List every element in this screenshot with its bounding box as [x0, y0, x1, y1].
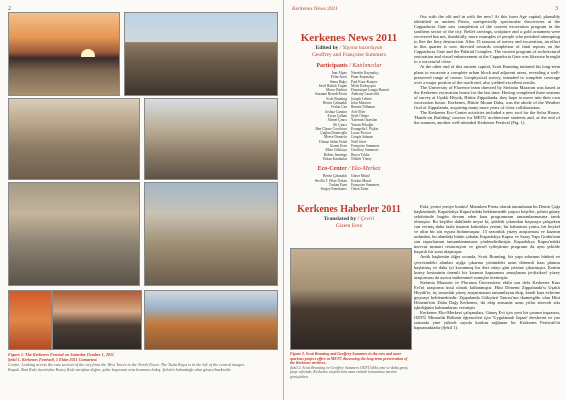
- english-body-text: [414, 14, 560, 125]
- sun-shape: [81, 49, 95, 57]
- turkish-title-block: [288, 204, 410, 229]
- eco-member-name-left: Turhan Eşen: [328, 182, 347, 187]
- participant-name-right: Burcu Yıldız: [351, 152, 370, 157]
- participant-name-left: İnar Alpay: [331, 71, 347, 75]
- figure2-caption-en: Figure 2. Scott Branting and Geoffrey Summers in the new and more spacious project office at METU discussing the long-term preservation of the Kerkenes archives.: [290, 352, 408, 366]
- turkish-body-text: [414, 204, 560, 330]
- participant-name-left: Susanne Berndt-Ersöz: [314, 92, 347, 97]
- eco-member-name-left: Sergey Emelianov: [320, 187, 347, 192]
- workshop-photo-1: [8, 182, 140, 286]
- participant-name-left: Marco Barbini: [325, 88, 347, 93]
- participant-name-right: Melis Kırkıçopra: [351, 83, 376, 88]
- festival-group-photo: [52, 290, 142, 350]
- participant-name-right: Dominique Langis-Barrett: [351, 88, 390, 93]
- participant-name-right: Joseph Lehner: [351, 96, 372, 101]
- english-paragraph: Out with the old and in with the new! At this from Age capital, plausibly identified as ancient Pteria, unexpectedly spectacular discoveries at the Cappadocia Gate saw completion of the current excavation program in the southern sector of the city. Relief carvings, sculpture and a gold ornament were recovered but not, thankfully, more examples of people who perished attempting to flee the fiery destruction. After 15 seasons of survey and excavation, an effort in this quarter is now directed towards completion of final reports on the Cappadocia Gate and the Palatial Complex. The current program of architectural restoration and visual enhancement at the Cappadocia Gate was likewise brought to a successful close.: [414, 14, 560, 65]
- eco-member-name-right: Korkut Mutaf: [351, 178, 371, 183]
- participant-name-left: Sevil Baltalı Tırpan: [318, 83, 347, 88]
- page-number-right: 3: [555, 6, 558, 12]
- participant-name-right: John Marston: [351, 101, 371, 106]
- credits-block: [288, 32, 410, 191]
- participant-name-left: Ercan Çalhan: [327, 113, 347, 118]
- participant-name-right: Paul Kurz-Karpov: [351, 79, 378, 84]
- turkish-paragraph: Eski, yerini yeniye bıraktı! Mantıken Pteria olarak tanımlanan bu Demir Çağı başkentinde, Kapadokya Kapısı'ndaki beklenmedik çarpıcı keşifler, şehrin güney sektöründe bugün devam eden kazı programının tamamlanmasına tanık olmuştur. Bu keşifler dahilinde neyse ki, şiddetli yıkımdan kaçmaya çalışırken can vermiş daha fazla insanın kalıntıları yerine, bir kabartma yontu, bir heykel ve altın bir süs eşyası bulunmuştur. 15 sezonluk yüzey araştırması ve kazının ardından, bu alandaki bütün çabalar Kapadokya Kapısı ve Saray Yapı Grubu'nun son raporlarının tamamlanmasına yönlendirilmiştir. Kapadokya Kapısı'ndaki mevcut mimari restorasyon ve görsel iyileştirme programı da aynı şekilde başarılı bir sona ulaşmıştır.: [414, 204, 560, 255]
- translated-by-label-tr: / Çeviri: [357, 216, 375, 222]
- sunset-photo: [8, 12, 120, 96]
- workshop-photo-2: [144, 182, 278, 286]
- edited-by-label: Edited by: [315, 45, 339, 51]
- translated-by-line: [288, 216, 410, 222]
- figure1-caption-en: The Kerkenes Festival on Saturday October 1, 2011: [25, 352, 114, 357]
- participant-name-left: Meto Gökkaya: [325, 148, 347, 153]
- participant-name-left: Ferhat Can: [331, 105, 347, 110]
- english-paragraph: The University of Florence team directed by Stefania Mazzoni was based at the Kerkenes excavation house for the last time. Having completed three seasons of survey at Uşaklı Höyük, Hittite Zippalanda, they hope to move into their own excavation house. Kerkenes, Hittite Mount Daha, was the abode of the Weather God of Zippalanda, acquiring many more years of close collaboration.: [414, 84, 560, 110]
- festival-detail-photo-1: [8, 290, 52, 350]
- participant-name-left: Polin Ayter: [330, 75, 347, 80]
- page-number-left: 2: [8, 6, 11, 12]
- participant-name-right: Geoffrey Summers: [351, 148, 379, 153]
- turkish-paragraph: Kerkenes Eko-Merkezi çalışmaları, Güneş Evi için yeni bir çatının inşaasını, ODTÜ Mimarlık Bölümü öğrencileri için 'Uygulamalı İnşaat' derslerini ve yaz sonunda yine yüksek sayıda katılım sağlanan bir Kerkenes Festivali'ni kapsamaktadır (Şekil 1).: [414, 309, 560, 331]
- left-page-caption: [8, 352, 276, 372]
- participant-name-right: Nurettin Kaymakçı: [351, 71, 379, 75]
- participant-name-left: Erkan Karabulut: [323, 156, 347, 161]
- figure2-caption-tr: Şekil 2. Scott Branting ve Geoffrey Summers ODTÜ'deki yeni ve daha geniş proje ofisinde, Kerkenes arşivlerinin uzun vadede korunması üzerine görüşürken.: [290, 365, 408, 379]
- article-title: Kerkenes News 2011: [300, 32, 398, 44]
- figure1-label: Figure 1.: [8, 352, 25, 357]
- figure2-caption: [290, 352, 410, 380]
- participant-name-right: Yasemin Özarslan: [351, 118, 378, 123]
- cover-caption-tr: Kapak. Batı Kule üzerinden Kuzey Kule tarafına doğru, şehir kapısının orta kısmının bakış. Şehirin bulunduğu alan gösterilmektedir.: [8, 367, 232, 372]
- participant-name-right: Yasam Pekoğlu: [351, 122, 374, 127]
- eco-center-list: [288, 174, 410, 191]
- participant-name-left: Yılmaz Selim Erdal: [318, 139, 347, 144]
- eco-heading: [288, 166, 410, 172]
- turkish-paragraph: Stefania Mazzoni ve Floransa Üniversitesi ekibi son defa Kerkenes Kazı Evi'ni araştırma üssü olarak kullanmıştır. Hitit Dönemi Zippalanda'sı Uşaklı Höyük'te, üç sezonluk yüzey araştırmasını tamamlayan ekip, kendi kazı evlerine geçmeyi beklemektedir. Zippalanda Gökyüzü Tanrısı'nın ikametgâhı olan Hitit Dönemi'nin Daha Dağı Kerkenes, iki ekip arasında uzun yıllar sürecek sıkı işbirliğinin kalmanlarını vermiştir.: [414, 279, 560, 310]
- participant-name-left: Merve Demiröz: [324, 135, 347, 140]
- participant-name-right: Anthony Lauricella: [351, 92, 380, 97]
- edited-by-label-tr: / Yayına hazırlayan: [339, 45, 383, 51]
- group-photo: [124, 12, 278, 96]
- turkish-article-title: Kerkenes Haberler 2011: [297, 204, 401, 215]
- participant-name-right: Lucas Proctor: [351, 131, 372, 136]
- participants-heading: [288, 63, 410, 69]
- participants-list: [288, 71, 410, 161]
- right-page: [284, 0, 566, 400]
- participant-name-left: Gizem Eren: [329, 144, 347, 149]
- translator-name: Gizem Eren: [335, 223, 363, 229]
- participant-name-right: Nilüfer Yöney: [351, 156, 372, 161]
- festival-crowd-photo: [8, 98, 140, 180]
- participant-name-left: Sema Bağcı: [329, 79, 347, 84]
- english-paragraph: The Kerkenes Eco-Center activities included a new roof for the Solar House, 'Hands-on Building' courses for METU architecture students and, at the end of the summer, another well-attended Kerkenes Festival (Fig. 1).: [414, 109, 560, 125]
- festival-cars-photo: [144, 98, 278, 180]
- eco-heading-en: Eco-Center: [317, 166, 347, 173]
- participant-name-left: Robert Jennings: [323, 152, 347, 157]
- eco-heading-tr: / Eko-Merkez: [348, 166, 381, 173]
- participant-name-left: Çağlan Demiroğlu: [320, 131, 347, 136]
- translated-by-label: Translated by: [323, 216, 357, 222]
- participant-name-right: Cengiz Salman: [351, 135, 373, 140]
- participant-name-right: Pınar Kaymakçı: [351, 75, 375, 80]
- festival-detail-photo-2: [144, 290, 278, 350]
- cover-caption-en: Centre. Looking across the east section of the city from the West Tower to the North Tower. The Tuzlu Kaya is in the left of the central images.: [8, 362, 246, 367]
- edited-by-line: [288, 45, 410, 51]
- turkish-paragraph: Antik başkentin diğer ucunda, Scott Branting, bir yapı adasının bütünü ve çevresindeki alanları açığa çıkarma yönündeki uzun dönemli kazı planını başlatmış ve daha iyi korunmuş bir dizi odayı gün yüzüne çıkarmıştır. Kentin kuzey kesiminin önemli bir kısmını kapsaması amaçlanan jeofiziksel yüzey araştırması da ayrıca mükemmel sonuçlar üretmiştir.: [414, 254, 560, 280]
- participant-name-right: Şeyil Olmez: [351, 113, 369, 118]
- participant-name-left: Ali Çınıcı: [332, 122, 347, 127]
- participant-name-right: Françoise Summers: [351, 144, 380, 149]
- english-paragraph: At the other end of this ancient capital, Scott Branting initiated his long-term plans to excavate a complete urban block and adjacent areas, revealing a well-preserved range of rooms. Geophysical survey, intended to complete coverage over a major portion of the north end, also yielded excellent results.: [414, 64, 560, 85]
- eco-member-name-left: Berrin Çakmaklı: [322, 174, 347, 179]
- participant-name-left: Berrin Çakmaklı: [322, 101, 347, 106]
- running-header: Kerkenes News 2011: [292, 6, 338, 12]
- participant-name-right: Noël Siver: [351, 139, 367, 144]
- participant-name-left: Ben Claasz Coockson: [315, 126, 347, 131]
- participants-heading-tr: / Katılımcılar: [349, 63, 382, 69]
- eco-member-name-right: Güner Mutaf: [351, 174, 370, 179]
- eco-member-name-left: Sevilla T. Elias-Özkan: [314, 178, 347, 183]
- participant-name-left: Joshua Cannon: [325, 109, 347, 114]
- participant-name-right: Arlı Ofler: [351, 109, 366, 114]
- participant-name-right: Bonnie Nilhamn: [351, 105, 375, 110]
- participant-name-right: Evangelia I. Pişkin: [351, 126, 379, 131]
- eco-member-name-right: Françoise Summers: [351, 182, 380, 187]
- participants-heading-en: Participants: [316, 63, 348, 69]
- figure1-caption-tr: Şekil 1. Kerkenes Festivali, 1 Ekim 2011 Cumartesi.: [8, 357, 98, 362]
- editors-names: Geoffrey and Françoise Summers: [312, 52, 386, 58]
- eco-member-name-right: Özlen Taner: [351, 187, 369, 192]
- participant-name-left: Scott Branting: [326, 96, 347, 101]
- project-office-photo: [290, 248, 412, 350]
- participant-name-left: Ahmet Çınıcı: [327, 118, 347, 123]
